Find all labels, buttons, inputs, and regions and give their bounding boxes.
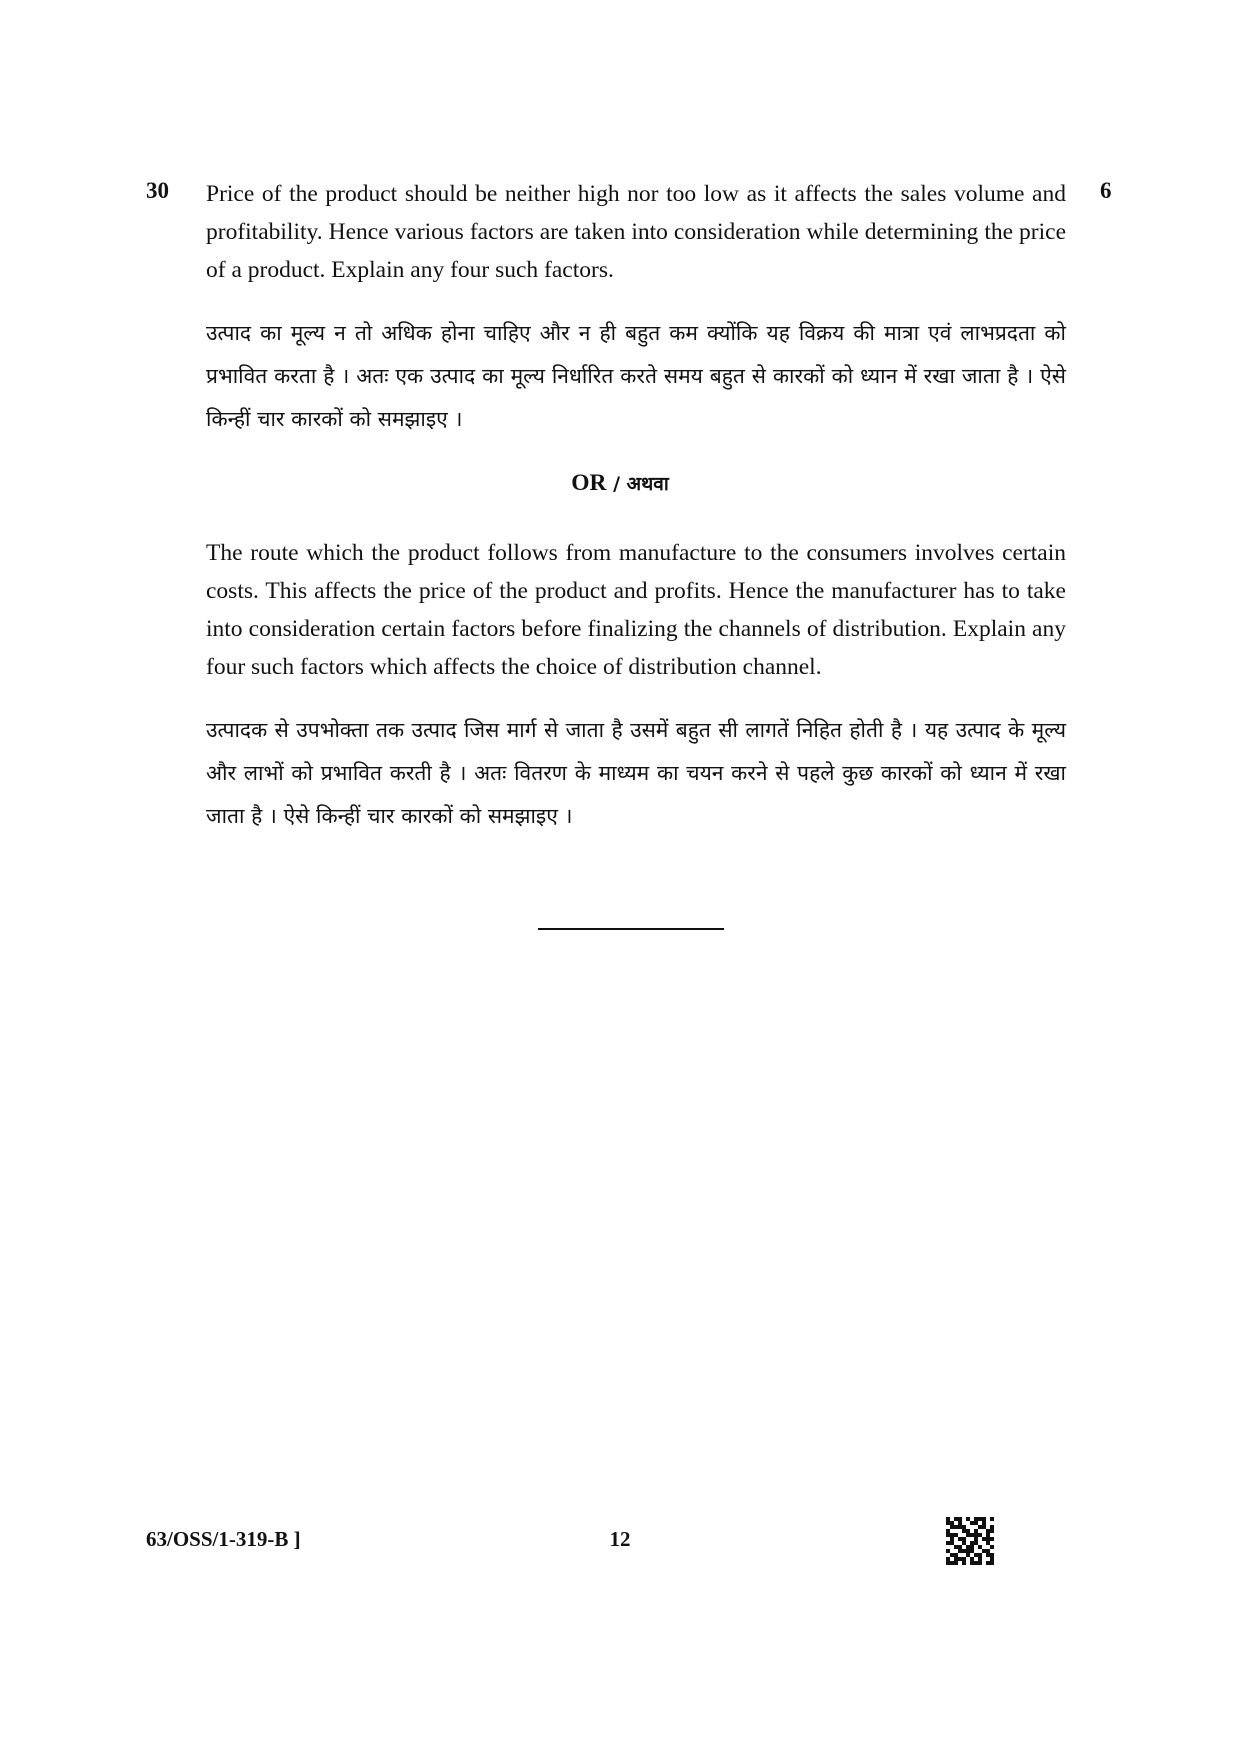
page-number: 12 [609,1527,631,1551]
end-of-question-rule [538,928,724,930]
question-marks: 6 [1100,178,1112,203]
question-text-english: Price of the product should be neither high nor too low as it affects the sales volume and profitability. Hence various factors are taken into consideration while determining the price of a product. Explain any four such factors. [206,181,1066,283]
question-number: 30 [146,178,169,203]
or-heading-separator: / [606,473,627,495]
or-heading [0,470,1240,497]
qr-code-icon [946,1517,994,1565]
question-text-hindi: उत्पाद का मूल्य न तो अधिक होना चाहिए और न ही बहुत कम क्योंकि यह विक्रय की मात्रा एवं लाभप्रदता को प्रभावित करता है । अतः एक उत्पाद का मूल्य निर्धारित करते समय बहुत से कारकों को ध्यान में रखा जाता है । ऐसे किन्हीं चार कारकों को समझाइए । [206,321,1066,431]
paper-code: 63/OSS/1-319-B ] [146,1527,301,1551]
or-heading-hindi: अथवा [626,473,669,495]
or-heading-english: OR [571,470,607,496]
alternative-question-english: The route which the product follows from manufacture to the consumers involves certain costs. This affects the price of the product and profits. Hence the manufacturer has to take into consideration certain factors before finalizing the channels of distribution. Explain any four such factors which affects the choice of distribution channel. [206,540,1066,680]
alternative-question-hindi: उत्पादक से उपभोक्ता तक उत्पाद जिस मार्ग से जाता है उसमें बहुत सी लागतें निहित होती है । यह उत्पाद के मूल्य और लाभों को प्रभावित करती है । अतः वितरण के माध्यम का चयन करने से पहले कुछ कारकों को ध्यान में रखा जाता है । ऐसे किन्हीं चार कारकों को समझाइए । [206,718,1066,828]
